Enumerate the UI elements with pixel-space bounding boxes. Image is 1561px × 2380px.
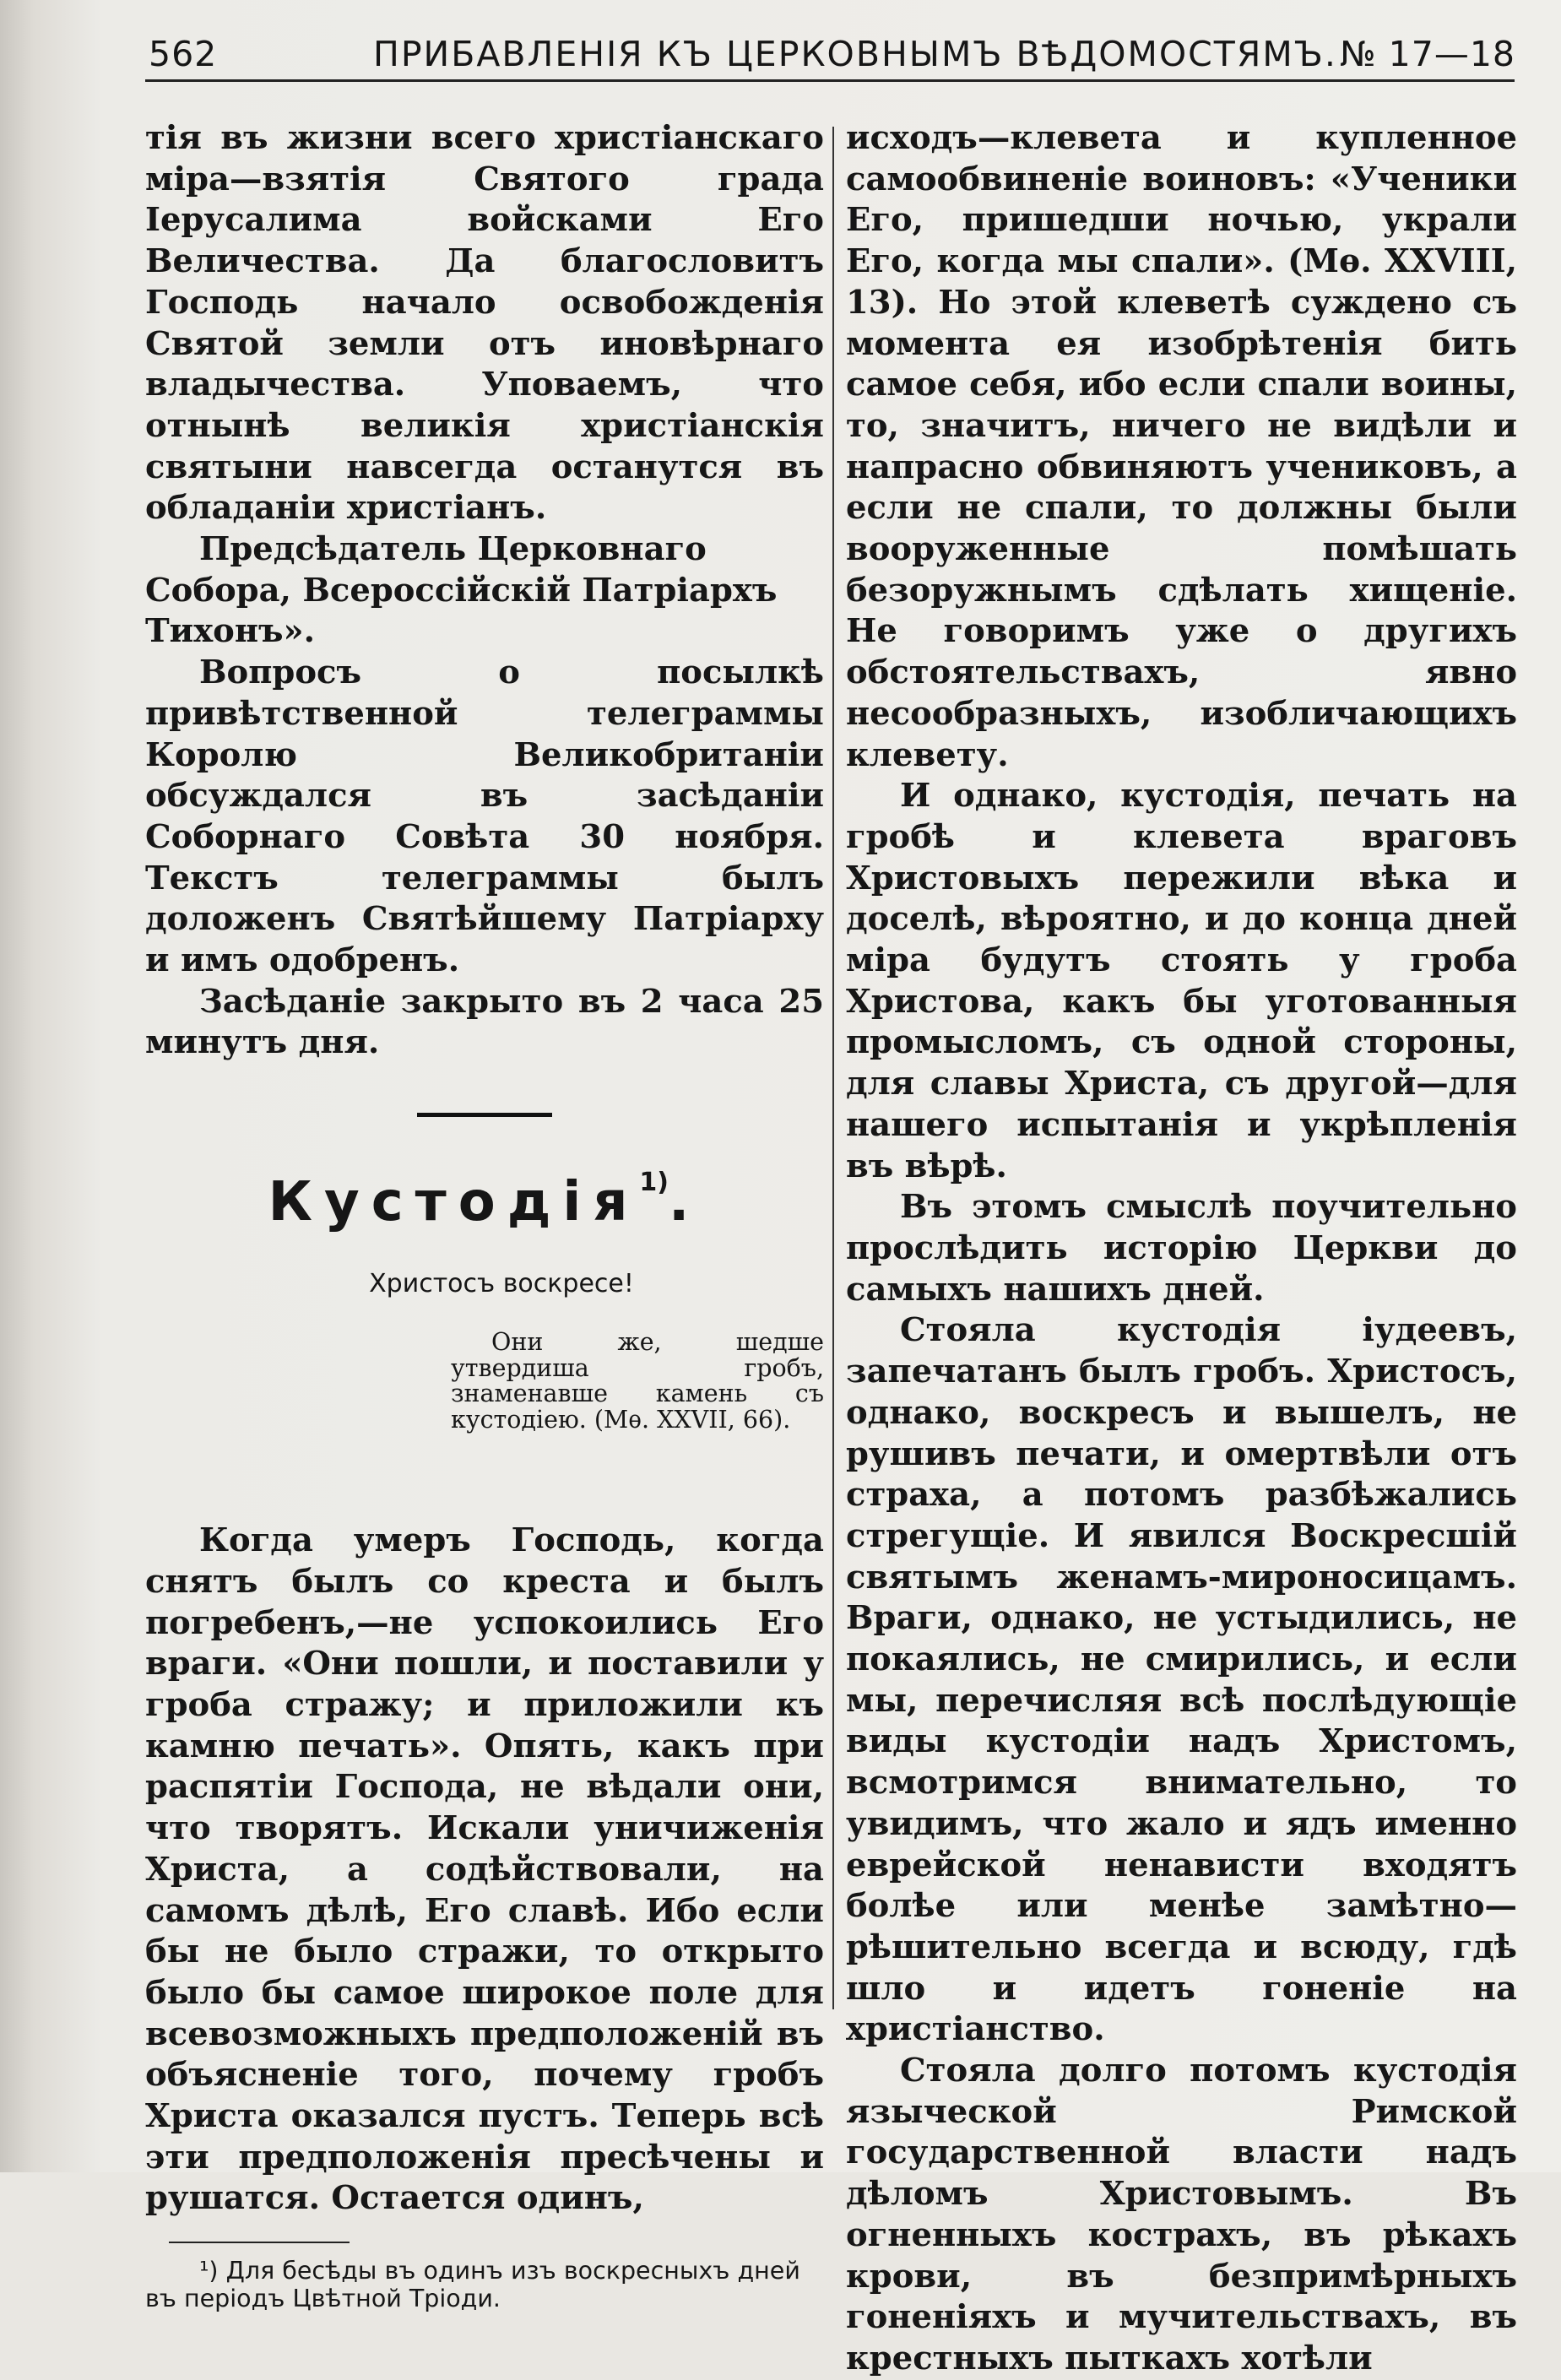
footnote-rule bbox=[169, 2242, 350, 2243]
paragraph: тія въ жизни всего христіанскаго міра—взятія Святого града Іерусалима войсками Его Величества. Да благословитъ Господь начало освобожденія Святой земли отъ иновѣрнаго владычества. Уповаемъ, что отнынѣ великія христіанскія святыни навсегда останутся въ обладаніи христіанъ. bbox=[145, 119, 824, 528]
issue-number: № 17—18 bbox=[1339, 34, 1515, 74]
paragraph: Стояла кустодія іудеевъ, запечатанъ былъ гробъ. Христосъ, однако, воскресъ и вышелъ, не рушивъ печати, и омертвѣли отъ страха, а потомъ разбѣжались стрегущіе. И явился Воскресшій святымъ женамъ-мироносицамъ. Враги, однако, не устыдились, не покаялись, не смирились, и если мы, перечисляя всѣ послѣдующіе виды кустодіи надъ Христомъ, всмотримся внимательно, то увидимъ, что жало и ядъ именно еврейской ненависти входятъ болѣе или менѣе замѣтно—рѣшительно всегда и всюду, гдѣ шло и идетъ гоненіе на христіанство. bbox=[846, 1311, 1517, 2049]
right-column bbox=[846, 118, 1517, 2380]
greeting: Христосъ воскресе! bbox=[369, 1269, 634, 1299]
page-number: 562 bbox=[149, 34, 218, 74]
section-separator-rule bbox=[417, 1113, 552, 1117]
paragraph: Въ этомъ смыслѣ поучительно прослѣдить исторію Церкви до самыхъ нашихъ дней. bbox=[846, 1188, 1517, 1309]
publication-title: ПРИБАВЛЕНІЯ КЪ ЦЕРКОВНЫМЪ ВѢДОМОСТЯМЪ. bbox=[373, 34, 1337, 74]
article-title: Кустодія$^{1)}$. bbox=[268, 1168, 702, 1234]
paragraph: Когда умеръ Господь, когда снятъ былъ со креста и былъ погребенъ,—не успокоились Его враги. «Они пошли, и поставили у гроба стражу; и приложили къ камню печать». Опять, какъ при распятіи Господа, не вѣдали они, что творятъ. Искали уничиженія Христа, а содѣйствовали, на самомъ дѣлѣ, Его славѣ. Ибо если бы не было стражи, то открыто было бы самое широкое поле для всевозможныхъ предположеній въ объясненіе того, почему гробъ Христа оказался пустъ. Теперь всѣ эти предположенія пресѣчены и рушатся. Остается одинъ, bbox=[145, 1521, 824, 2218]
paragraph: И однако, кустодія, печать на гробѣ и клевета враговъ Христовыхъ пережили вѣка и доселѣ, вѣроятно, и до конца дней міра будутъ стоять у гроба Христова, какъ бы уготованныя промысломъ, съ одной стороны, для славы Христа, съ другой—для нашего испытанія и укрѣпленія въ вѣрѣ. bbox=[846, 777, 1517, 1185]
paragraph: Засѣданіе закрыто въ 2 часа 25 минутъ дня. bbox=[145, 982, 824, 1062]
paragraph: Стояла долго потомъ кустодія языческой Римской государственной власти надъ дѣломъ Христовымъ. Въ огненныхъ кострахъ, въ рѣкахъ крови, въ безпримѣрныхъ гоненіяхъ и мучительствахъ, въ крестныхъ пыткахъ хотѣли bbox=[846, 2052, 1517, 2377]
footnote-reference: 1) bbox=[639, 1168, 669, 1198]
running-header bbox=[144, 30, 1515, 81]
header-rule bbox=[145, 79, 1515, 82]
footnote: ¹) Для бесѣды въ одинъ изъ воскресныхъ дней въ періодъ Цвѣтной Тріоди. bbox=[145, 2257, 800, 2313]
epigraph: Они же, шедше утвердиша гробъ, знаменавше камень съ кустодіею. (Мѳ. XXVII, 66). bbox=[451, 1328, 824, 1434]
left-column bbox=[145, 118, 824, 2312]
article-title-text: Кустодія bbox=[268, 1171, 640, 1234]
column-divider bbox=[832, 127, 834, 2009]
signature-paragraph: Предсѣдатель Церковнаго Собора, Всероссійскій Патріархъ Тихонъ». bbox=[145, 530, 778, 651]
paragraph: исходъ—клевета и купленное самообвиненіе воиновъ: «Ученики Его, пришедши ночью, украли Его, когда мы спали». (Мѳ. XXVIII, 13). Но этой клеветѣ суждено съ момента ея изобрѣтенія бить самое себя, ибо если спали воины, то, значитъ, ничего не видѣли и напрасно обвиняютъ учениковъ, а если не спали, то должны были вооруженные помѣшать безоружнымъ сдѣлать хищеніе. Не говоримъ уже о другихъ обстоятельствахъ, явно несообразныхъ, изобличающихъ клевету. bbox=[846, 119, 1517, 774]
paragraph: Вопросъ о посылкѣ привѣтственной телеграммы Королю Великобританіи обсуждался въ засѣданіи Соборнаго Совѣта 30 ноября. Текстъ телеграммы былъ доложенъ Святѣйшему Патріарху и имъ одобренъ. bbox=[145, 653, 824, 980]
